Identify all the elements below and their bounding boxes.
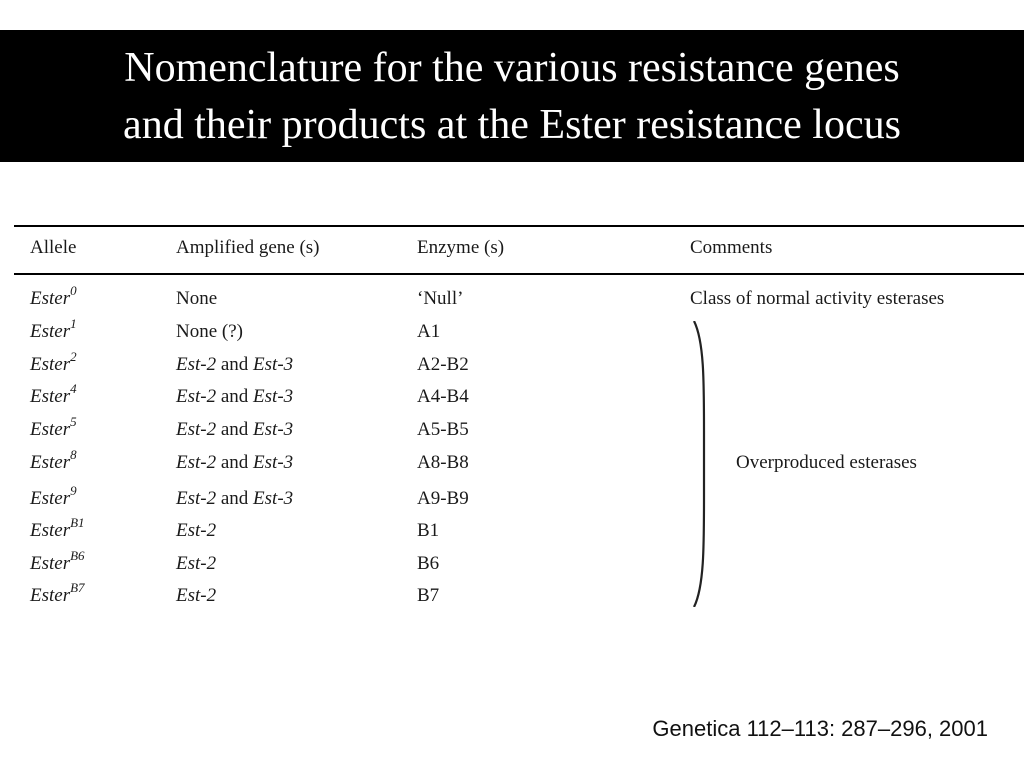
allele-superscript: 2 xyxy=(70,348,77,364)
group-comment: Overproduced esterases xyxy=(736,452,917,473)
amplified-gene-cell xyxy=(176,321,243,343)
enzyme-cell: B7 xyxy=(417,585,440,606)
header-comments: Comments xyxy=(690,237,773,258)
enzyme-cell: A8-B8 xyxy=(417,452,469,473)
enzyme-cell: A4-B4 xyxy=(417,386,469,407)
allele-superscript: 0 xyxy=(70,282,77,298)
amplified-gene-cell xyxy=(176,354,293,376)
title-line-2: and their products at the Ester resistance locus xyxy=(123,102,901,148)
title-line-1: Nomenclature for the various resistance genes xyxy=(124,45,900,91)
gene-a: Est-2 xyxy=(176,585,217,606)
allele-name: Ester xyxy=(30,288,71,309)
allele-name: Ester xyxy=(30,585,71,606)
allele-cell xyxy=(30,514,85,542)
gene-and: and xyxy=(216,354,254,375)
gene-a: Est-2 xyxy=(176,520,217,541)
enzyme-cell: A1 xyxy=(417,321,441,342)
allele-cell xyxy=(30,348,77,376)
brace-bracket xyxy=(692,321,712,607)
amplified-gene-cell xyxy=(176,488,293,510)
allele-cell xyxy=(30,579,85,607)
gene-b: Est-3 xyxy=(253,452,294,473)
gene-and: and xyxy=(216,452,254,473)
enzyme-cell: B6 xyxy=(417,553,440,574)
allele-name: Ester xyxy=(30,419,71,440)
allele-superscript: B7 xyxy=(70,579,85,595)
allele-name: Ester xyxy=(30,354,71,375)
gene-text: None (?) xyxy=(176,321,243,342)
table-header-rule xyxy=(14,273,1024,275)
table-top-rule xyxy=(14,225,1024,227)
allele-cell xyxy=(30,413,77,441)
allele-cell xyxy=(30,482,77,510)
gene-a: Est-2 xyxy=(176,553,217,574)
enzyme-cell: B1 xyxy=(417,520,440,541)
enzyme-cell: A2-B2 xyxy=(417,354,469,375)
amplified-gene-cell xyxy=(176,419,293,441)
amplified-gene-cell xyxy=(176,288,217,310)
allele-name: Ester xyxy=(30,386,71,407)
allele-cell xyxy=(30,547,85,575)
allele-cell xyxy=(30,380,77,408)
allele-superscript: B1 xyxy=(70,514,85,530)
header-amplified-gene: Amplified gene (s) xyxy=(176,237,320,258)
nomenclature-table xyxy=(14,225,1024,617)
header-enzyme: Enzyme (s) xyxy=(417,237,505,258)
title-bar xyxy=(0,30,1024,162)
gene-a: Est-2 xyxy=(176,452,217,473)
gene-b: Est-3 xyxy=(253,419,294,440)
gene-a: Est-2 xyxy=(176,488,217,509)
enzyme-cell: A5-B5 xyxy=(417,419,469,440)
gene-and: and xyxy=(216,386,254,407)
amplified-gene-cell xyxy=(176,452,293,474)
gene-text: None xyxy=(176,288,218,309)
comment-cell: Class of normal activity esterases xyxy=(690,288,945,309)
allele-superscript: 1 xyxy=(70,315,77,331)
citation: Genetica 112–113: 287–296, 2001 xyxy=(652,716,988,741)
allele-superscript: 8 xyxy=(70,446,77,462)
gene-and: and xyxy=(216,419,254,440)
enzyme-cell: A9-B9 xyxy=(417,488,469,509)
gene-a: Est-2 xyxy=(176,354,217,375)
gene-b: Est-3 xyxy=(253,354,294,375)
allele-superscript: 5 xyxy=(70,413,77,429)
allele-name: Ester xyxy=(30,321,71,342)
amplified-gene-cell xyxy=(176,520,216,542)
allele-name: Ester xyxy=(30,452,71,473)
allele-superscript: 9 xyxy=(70,482,77,498)
gene-a: Est-2 xyxy=(176,386,217,407)
allele-name: Ester xyxy=(30,488,71,509)
allele-superscript: B6 xyxy=(70,547,85,563)
header-allele: Allele xyxy=(30,237,77,258)
enzyme-cell: ‘Null’ xyxy=(417,288,464,309)
amplified-gene-cell xyxy=(176,553,216,575)
amplified-gene-cell xyxy=(176,386,293,408)
allele-cell xyxy=(30,282,77,310)
allele-name: Ester xyxy=(30,553,71,574)
gene-b: Est-3 xyxy=(253,386,294,407)
allele-name: Ester xyxy=(30,520,71,541)
gene-b: Est-3 xyxy=(253,488,294,509)
allele-cell xyxy=(30,446,77,474)
gene-and: and xyxy=(216,488,254,509)
allele-cell xyxy=(30,315,77,343)
amplified-gene-cell xyxy=(176,585,216,607)
allele-superscript: 4 xyxy=(70,380,77,396)
gene-a: Est-2 xyxy=(176,419,217,440)
